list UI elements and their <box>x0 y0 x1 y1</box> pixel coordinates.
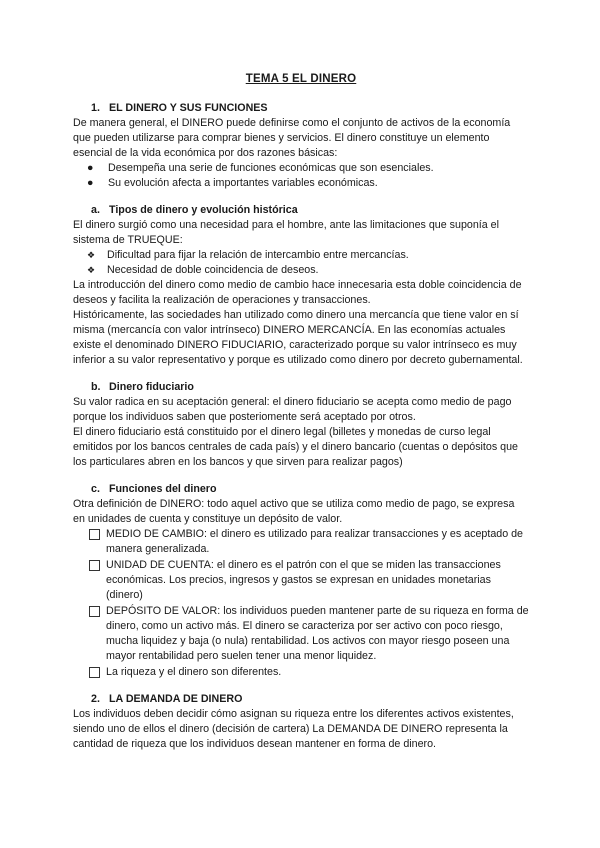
subsection-a-paragraph: Históricamente, las sociedades han utilizado como dinero una mercancía que tiene valor en sí misma (mercancía con valor intrínseco) DINERO MERCANCÍA. En las economías actuales existe el denominado DINERO FIDUCIARIO, caracterizado porque su valor intrínseco es muy inferior a su valor representativo y porque es utilizado como dinero por decreto gubernamental. <box>73 309 523 366</box>
document-title: TEMA 5 EL DINERO <box>245 73 357 85</box>
list-item: ❖ Dificultad para fijar la relación de intercambio entre mercancías. <box>87 249 409 261</box>
bullet-dot-icon: ● <box>87 177 94 189</box>
section-2-paragraph: Los individuos deben decidir cómo asignan su riqueza entre los diferentes activos existentes, siendo uno de ellos el dinero (decisión de cartera) La DEMANDA DE DINERO representa la cantidad de riqueza que los individuos desean mantener en forma de dinero. <box>73 708 514 750</box>
subsection-b-paragraph: Su valor radica en su aceptación general: el dinero fiduciario se acepta como medio de pago porque los individuos saben que posteriomente será aceptado por otros. <box>73 396 512 423</box>
checkbox-icon <box>89 667 100 678</box>
checkbox-icon <box>89 560 100 571</box>
bullet-dot-icon: ● <box>87 162 94 174</box>
subsection-b-heading: b. Dinero fiduciario <box>91 381 194 393</box>
section-1-intro: De manera general, el DINERO puede definirse como el conjunto de activos de la economía que pueden utilizarse para comprar bienes y servicios. El dinero constituye un elemento esencial de la vida económica por dos razones básicas: <box>73 117 511 159</box>
checklist-item: UNIDAD DE CUENTA: el dinero es el patrón con el que se miden las transacciones económicas. Los precios, ingresos y gastos se expresan en unidades monetarias (dinero) <box>73 558 529 603</box>
list-item: ● Su evolución afecta a importantes variables económicas. <box>87 177 378 189</box>
checklist-item: DEPÓSITO DE VALOR: los individuos pueden mantener parte de su riqueza en forma de dinero, como un activo más. El dinero se caracteriza por ser activo con poco riesgo, mucha liquidez y baja (o nula) rentabilidad. Los activos con mayor riesgo poseen una mayor rentabilidad pero suelen tener una menor liquidez. <box>73 604 529 664</box>
subsection-a-paragraph: La introducción del dinero como medio de cambio hace innecesaria esta doble coincidencia de deseos y facilita la realización de operaciones y transacciones. <box>73 279 522 306</box>
trueque-bullets <box>73 248 529 278</box>
subsection-b-paragraph: El dinero fiduciario está constituido por el dinero legal (billetes y monedas de curso legal emitidos por los bancos centrales de cada país) y el dinero bancario (cuentas o depósitos que los particulares abren en los bancos y que sirven para realizar pagos) <box>73 426 518 468</box>
checklist-item: La riqueza y el dinero son diferentes. <box>73 665 529 680</box>
subsection-c-heading: c. Funciones del dinero <box>91 483 217 495</box>
checkbox-icon <box>89 606 100 617</box>
section-1-number: 1. <box>91 102 100 114</box>
list-item: ❖ Necesidad de doble coincidencia de deseos. <box>87 264 319 276</box>
diamond-bullet-icon: ❖ <box>87 265 96 275</box>
section-1-title: EL DINERO Y SUS FUNCIONES <box>109 102 268 114</box>
section-1-bullets <box>73 161 529 191</box>
checklist-item: MEDIO DE CAMBIO: el dinero es utilizado para realizar transacciones y es aceptado de manera generalizada. <box>73 527 529 557</box>
subsection-a-paragraph: El dinero surgió como una necesidad para el hombre, ante las limitaciones que suponía el sistema de TRUEQUE: <box>73 219 499 246</box>
section-1-heading <box>73 101 529 116</box>
section-demanda-dinero <box>73 692 529 752</box>
section-2-heading: 2. LA DEMANDA DE DINERO <box>91 693 243 705</box>
checkbox-icon <box>89 529 100 540</box>
list-item: ● Desempeña una serie de funciones económicas que son esenciales. <box>87 162 434 174</box>
section-dinero-funciones <box>73 101 529 680</box>
diamond-bullet-icon: ❖ <box>87 250 96 260</box>
funciones-checklist <box>73 527 529 680</box>
subsection-a-heading: a. Tipos de dinero y evolución histórica <box>91 204 298 216</box>
subsection-c-paragraph: Otra definición de DINERO: todo aquel activo que se utiliza como medio de pago, se expresa en unidades de cuenta y constituye un depósito de valor. <box>73 498 515 525</box>
document-page <box>73 72 529 752</box>
